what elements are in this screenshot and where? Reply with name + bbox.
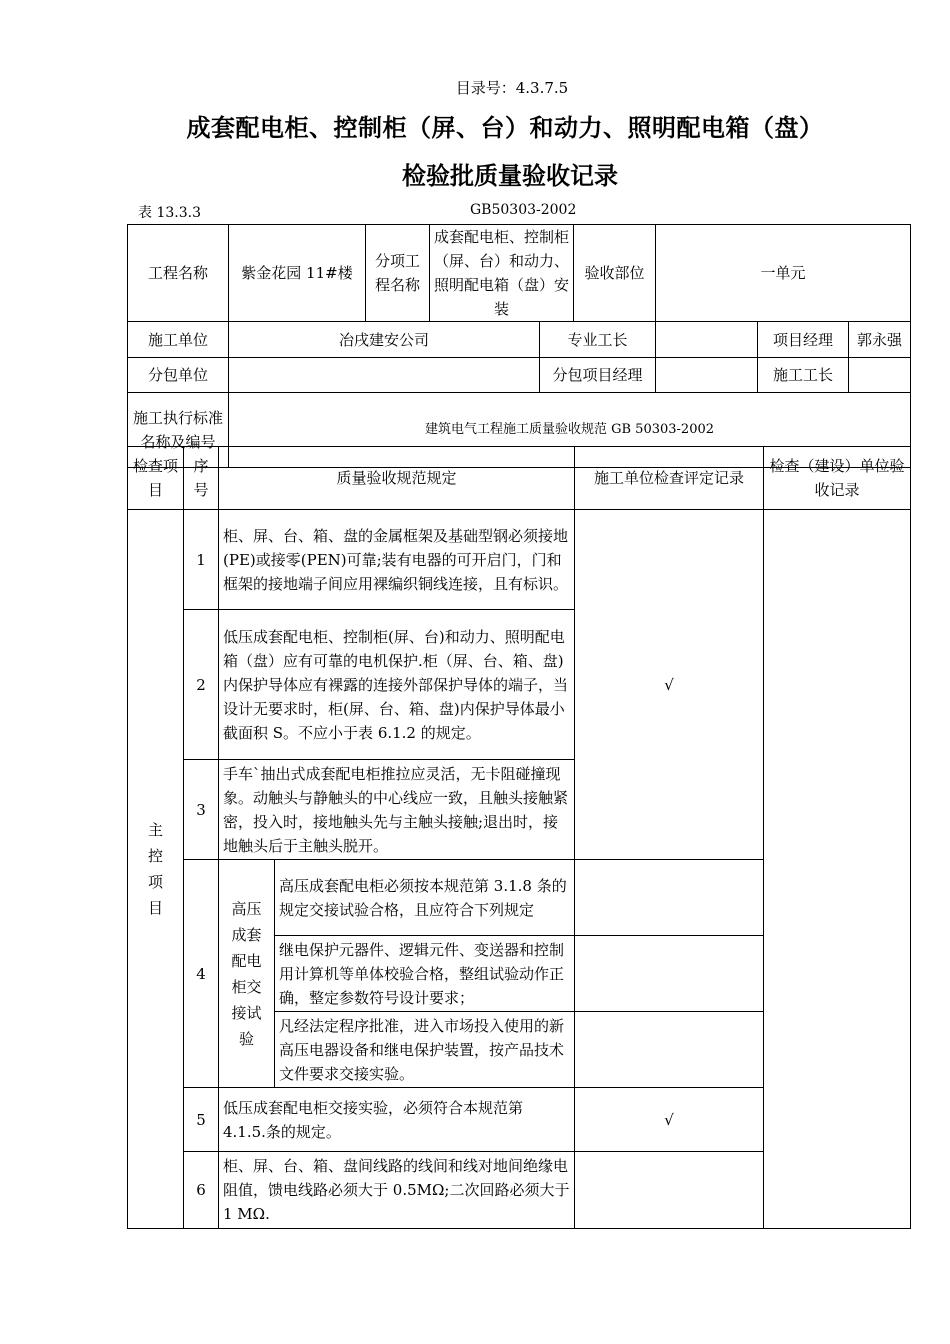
pm-label: 项目经理 — [758, 322, 849, 358]
project-name-label: 工程名称 — [128, 225, 229, 322]
row-spec-text: 手车`抽出式成套配电柜推拉应灵活，无卡阻碰撞现象。动触头与静触头的中心线应一致，且触头接触紧密，投入时，接地触头先与主触头接触;退出时，接地触头后于主触头脱开。 — [219, 760, 575, 860]
construct-record-cell — [575, 860, 764, 936]
construction-unit-label: 施工单位 — [128, 322, 229, 358]
construction-unit-value: 冶戌建安公司 — [229, 322, 540, 358]
inspect-part-label: 验收部位 — [574, 225, 656, 322]
main-control-group-label: 主控项目 — [128, 510, 184, 1229]
subcontract-pm-value — [656, 358, 758, 393]
subcontract-value — [229, 358, 540, 393]
row-number: 4 — [184, 860, 219, 1088]
project-name-value: 紫金花园 11#楼 — [229, 225, 366, 322]
exec-std-label: 施工执行标准名称及编号 — [128, 393, 229, 468]
table-number: 表 13.3.3 — [138, 205, 201, 221]
row-number: 2 — [184, 610, 219, 760]
team-leader-value — [849, 358, 911, 393]
standard-code: GB50303-2002 — [470, 202, 577, 218]
subcontract-pm-label: 分包项目经理 — [540, 358, 656, 393]
col-no-header: 序号 — [184, 447, 219, 510]
page-subtitle: 检验批质量验收记录 — [402, 161, 618, 190]
sub-project-value: 成套配电柜、控制柜（屏、台）和动力、照明配电箱（盘）安装 — [430, 225, 574, 322]
team-leader-label: 施工工长 — [758, 358, 849, 393]
col-construct-header: 施工单位检查评定记录 — [575, 447, 764, 510]
row-spec-text: 低压成套配电柜交接实验，必须符合本规范第 4.1.5.条的规定。 — [219, 1088, 575, 1152]
exec-std-value: 建筑电气工程施工质量验收规范 GB 50303-2002 — [229, 393, 911, 468]
checks-table — [127, 446, 911, 1229]
row-spec-text: 低压成套配电柜、控制柜(屏、台)和动力、照明配电箱（盘）应有可靠的电机保护.柜（屏、台、箱、盘)内保护导体应有裸露的连接外部保护导体的端子，当设计无要求时，柜(屏、台、箱、盘)内保护导体最小截面积 S。不应小于表 6.1.2 的规定。 — [219, 610, 575, 760]
sub-project-label: 分项工程名称 — [366, 225, 430, 322]
foreman-label: 专业工长 — [540, 322, 656, 358]
construct-check-mark-5: √ — [575, 1088, 764, 1152]
construct-record-cell — [575, 1012, 764, 1088]
col-item-header: 检查项目 — [128, 447, 184, 510]
row-spec-subtext: 继电保护元器件、逻辑元件、变送器和控制用计算机等单体校验合格，整组试验动作正确，整定参数符号设计要求； — [275, 936, 575, 1012]
supervise-record — [764, 510, 911, 1229]
pm-value: 郭永强 — [849, 322, 911, 358]
row-spec-text: 柜、屏、台、箱、盘的金属框架及基础型钢必须接地(PE)或接零(PEN)可靠;装有电器的可开启门，门和框架的接地端子间应用裸编织铜线连接，且有标识。 — [219, 510, 575, 610]
subcontract-label: 分包单位 — [128, 358, 229, 393]
foreman-value — [656, 322, 758, 358]
row-number: 6 — [184, 1152, 219, 1229]
info-table — [127, 224, 911, 468]
construct-record-cell — [575, 936, 764, 1012]
catalog-number: 目录号：4.3.7.5 — [455, 79, 569, 97]
hv-test-sub-label: 高压成套配电柜交接试验 — [219, 860, 275, 1088]
row-number: 3 — [184, 760, 219, 860]
row-number: 1 — [184, 510, 219, 610]
page-title: 成套配电柜、控制柜（屏、台）和动力、照明配电箱（盘） — [186, 113, 824, 142]
row-spec-text: 柜、屏、台、箱、盘间线路的线间和线对地间绝缘电阻值，馈电线路必须大于 0.5MΩ;二次回路必须大于 1 MΩ. — [219, 1152, 575, 1229]
row-number: 5 — [184, 1088, 219, 1152]
inspect-part-value: 一单元 — [656, 225, 911, 322]
row-spec-subtext: 凡经法定程序批准，进入市场投入使用的新高压电器设备和继电保护装置，按产品技术文件要求交接实验。 — [275, 1012, 575, 1088]
col-supervise-header: 检查（建设）单位验收记录 — [764, 447, 911, 510]
row-spec-subtext: 高压成套配电柜必须按本规范第 3.1.8 条的规定交接试验合格，且应符合下列规定 — [275, 860, 575, 936]
col-spec-header: 质量验收规范规定 — [219, 447, 575, 510]
construct-record-cell — [575, 1152, 764, 1229]
construct-check-mark-1-3: √ — [575, 510, 764, 860]
